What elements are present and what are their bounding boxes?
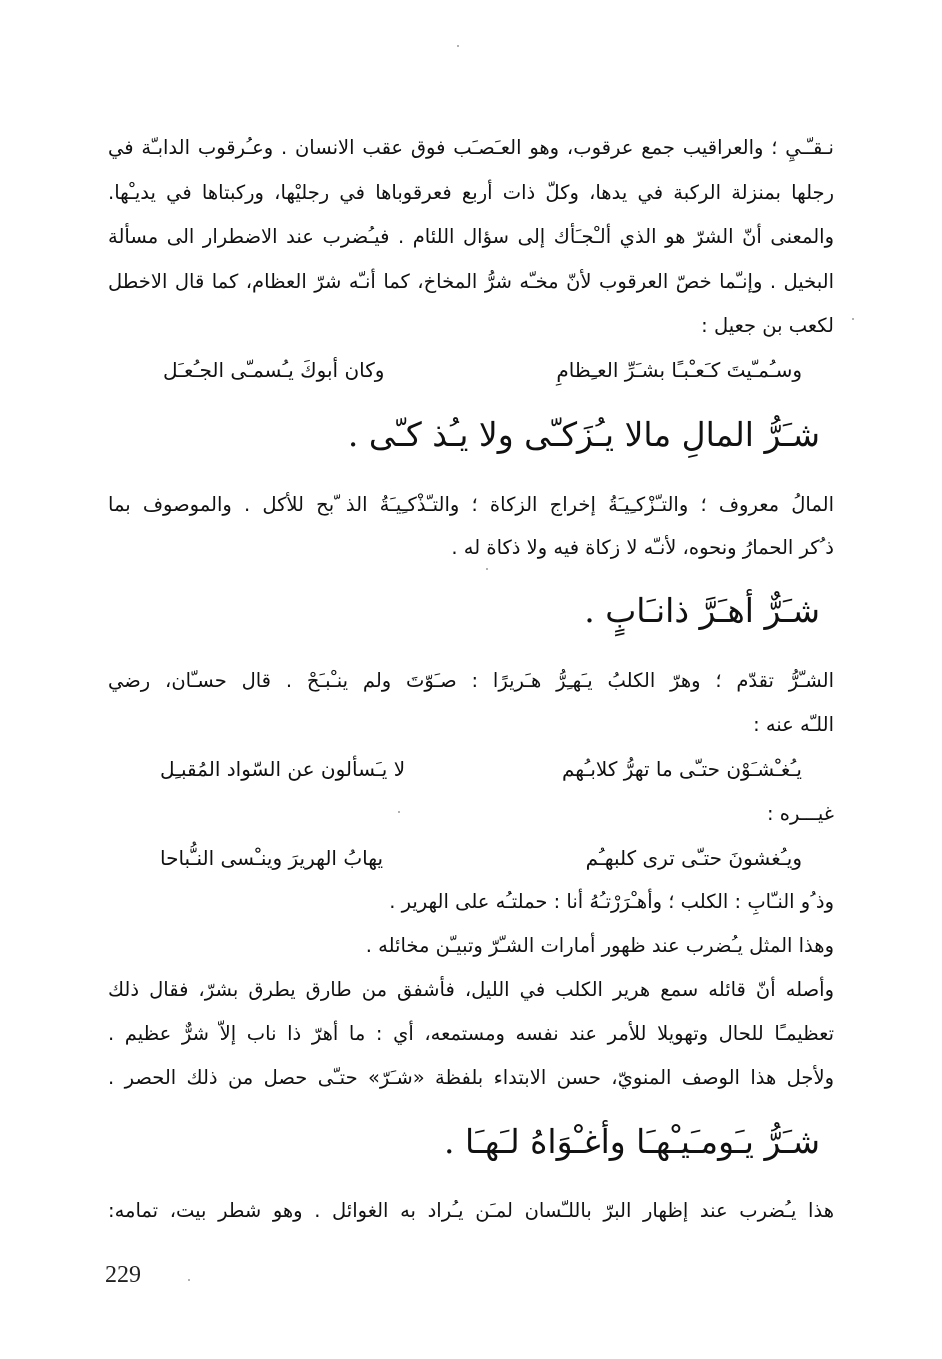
proverb-heading: شـَرُّ يـَومـَيـْهـَا وأغـْوَاهُ لـَهـَا . xyxy=(444,1122,820,1161)
scan-speck xyxy=(852,318,854,320)
verse-2-second-hemistich: لا يـَسألون عن السّواد المُقبـِل xyxy=(160,757,406,781)
text-line: هذا يـُضرب عند إظهار البرّ باللـّسان لمـَن يـُراد به الغوائل . وهو شطر بيت، تمامه: xyxy=(108,1199,834,1222)
text-line: وهذا المثل يـُضرب عند ظهور أمارات الشـّرّ وتبيـّن مخائله . xyxy=(365,934,834,957)
text-line: وأصله أنّ قائله سمع هرير الكلب في الليل، فأشفق من طارق يطرق بشرّ، فقال ذلك xyxy=(108,978,834,1001)
scan-speck xyxy=(457,45,459,47)
text-line: تعظيمـًا للحال وتهويلا للأمر عند نفسه ومستمعه، أي : ما أهرّ ذا ناب إلاّ شرٌّ عظيم . xyxy=(108,1022,834,1045)
text-line: المالُ معروف ؛ والتـّزْكـِيـَةُ إخراج الزكاة ؛ والتـّذْكـِيـَةُ الذ ّبح للأكل . والموصوف بما xyxy=(108,493,834,516)
page-number: 229 xyxy=(105,1262,141,1288)
verse-2-first-hemistich: يـُغـْشـَوْن حتـّى ما تهرُّ كلابـُهم xyxy=(561,757,802,781)
verse-1-first-hemistich: وسـُمـّيتَ كـَعـْبـًا بشـَرِّ العـِظامِ xyxy=(556,358,802,382)
text-line: ولأجل هذا الوصف المنويّ، حسن الابتداء بلفظة «شـَرّ» حتـّى حصل من ذلك الحصر . xyxy=(108,1066,834,1089)
text-line: لكعب بن جعيل : xyxy=(701,314,834,337)
text-line: ذ ُكر الحمارُ ونحوه، لأنـّه لا زكاة فيه ولا ذكاة له . xyxy=(451,536,834,559)
verse-1-second-hemistich: وكان أبوكَ يـُسمـّى الجـُعـَل xyxy=(163,358,385,382)
scan-speck xyxy=(188,1279,190,1281)
text-line: وذ ُو النـّابِ : الكلب ؛ وأهـْرَرْتـُهُ أنا : حملتـُه على الهرير . xyxy=(389,890,834,913)
scan-speck xyxy=(486,568,488,570)
text-line: والمعنى أنّ الشرّ هو الذي ألـْجـَأك إلى سؤال اللئام . فيـُضرب عند الاضطرار الى مسألة xyxy=(108,225,834,248)
verse-3-first-hemistich: ويـُغشونَ حتـّى ترى كلبهـُم xyxy=(585,846,802,870)
text-line: رجلها بمنزلة الركبة في يدها، وكلّ ذات أربع فعرقوباها في رجليْها، وركبتاها في يديـْها. xyxy=(108,181,834,204)
text-line: الشـّرُّ تقدّم ؛ وهرّ الكلبُ يـَهـِرُّ هـَريرًا : صـَوّتَ ولم ينـْبـَحْ . قال حسـّان، رضي xyxy=(108,669,834,692)
text-line: نـقـّـيِ ؛ والعراقيب جمع عرقوب، وهو العـَصـَب فوق عقب الانسان . وعـُرقوب الدابـّة في xyxy=(108,136,834,159)
verse-3-second-hemistich: يهابُ الهريرَ وينـْسى النـُّباحا xyxy=(160,846,384,870)
proverb-heading: شـَرٌّ أهـَرَّ ذانـَابٍ . xyxy=(584,591,820,630)
scan-speck xyxy=(398,811,400,813)
other-poet-label: غيـــره : xyxy=(767,802,834,825)
proverb-heading: شـَرُّ المالِ مالا يـُزَكـّى ولا يـُذ كـّى . xyxy=(347,415,820,454)
text-line: البخيل . وإنـّما خصّ العرقوب لأنّ مخـّه شرُّ المخاخ، كما أنـّه شرّ العظام، كما قال الاخطل xyxy=(108,270,834,293)
text-line: اللـّه عنه : xyxy=(753,713,834,736)
